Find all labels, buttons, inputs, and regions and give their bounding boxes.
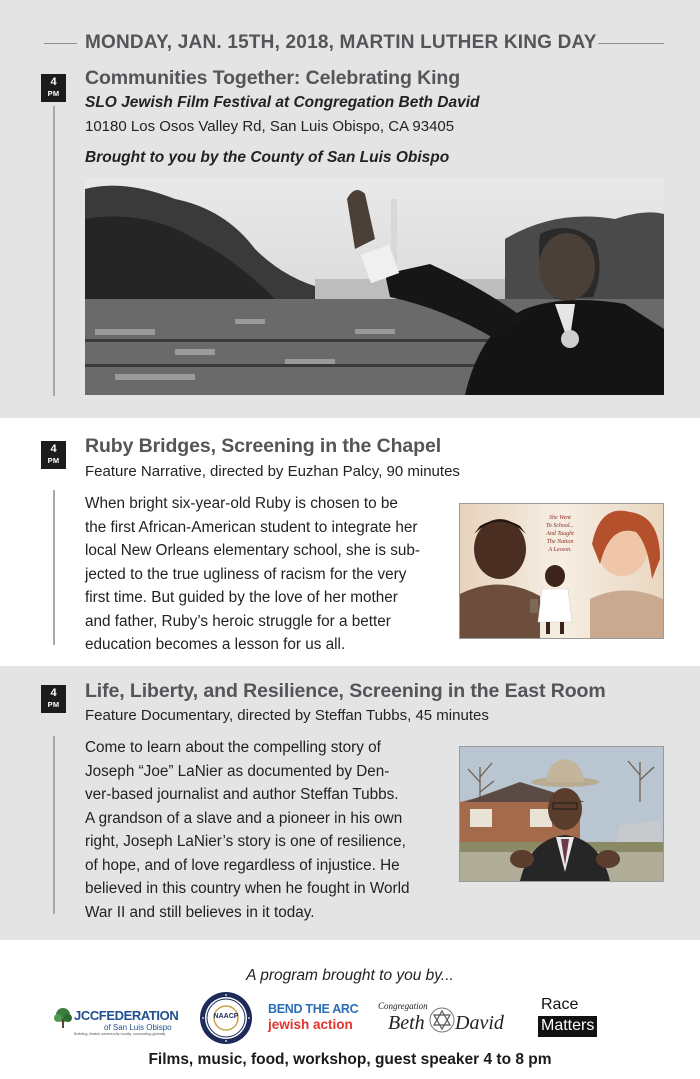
race-matters-logo (538, 996, 610, 1042)
naacp-text: NAACP (213, 1013, 239, 1020)
description-line: War II and still believes in it today. (85, 903, 315, 921)
tree-icon (52, 1007, 74, 1029)
event-summary: Films, music, food, workshop, guest speaker 4 to 8 pm (148, 1051, 552, 1068)
event-subtitle: Feature Narrative, directed by Euzhan Palcy, 90 minutes (85, 463, 460, 480)
naacp-logo (199, 991, 253, 1045)
jcc-federation-logo (52, 1005, 186, 1039)
race-label: Race (541, 996, 579, 1013)
poster-tagline-line: A Lesson. (548, 547, 572, 553)
poster-tagline-line: To School... (545, 523, 575, 529)
joseph-lanier-still (459, 746, 664, 882)
event-sponsor-credit: Brought to you by the County of San Luis Obispo (85, 149, 450, 166)
description-line: jected to the true ugliness of racism for the very (85, 565, 407, 583)
event-description (85, 492, 455, 657)
time-badge (41, 685, 66, 713)
timeline-line (53, 106, 55, 396)
mlk-march-on-washington-photo (85, 179, 664, 395)
matters-label: Matters (538, 1016, 597, 1037)
description-line: Come to learn about the compelling story of (85, 739, 381, 756)
description-line: Joseph “Joe” LaNier as documented by Den- (85, 762, 390, 780)
event-title: Ruby Bridges, Screening in the Chapel (85, 435, 442, 457)
description-line: of hope, and of love regardless of injustice. He (85, 856, 400, 874)
time-hour: 4 (50, 687, 57, 699)
jcc-federation-tagline: Building Jewish community locally, connecting globally (74, 1032, 166, 1036)
event-address: 10180 Los Osos Valley Rd, San Luis Obispo, CA 93405 (85, 118, 455, 135)
sponsor-intro: A program brought to you by... (246, 967, 454, 984)
time-ampm: PM (47, 456, 60, 465)
time-ampm: PM (47, 89, 60, 98)
time-ampm: PM (47, 700, 60, 709)
poster-tagline-line: And Taught (546, 531, 574, 537)
event-subtitle: Feature Documentary, directed by Steffan Tubbs, 45 minutes (85, 707, 489, 724)
description-line: A grandson of a slave and a pioneer in his own (85, 809, 403, 827)
event-description (85, 736, 455, 924)
timeline-line (53, 490, 55, 645)
congregation-beth-david-logo (378, 1000, 518, 1040)
header-rule-left (44, 43, 77, 44)
date-header (0, 30, 700, 60)
david-label: David (455, 1012, 504, 1034)
poster-tagline-line: She Went (549, 515, 571, 521)
page-title: MONDAY, JAN. 15TH, 2018, MARTIN LUTHER KING DAY (85, 32, 597, 53)
description-line: education becomes a lesson for us all. (85, 636, 346, 653)
bend-the-arc-sub: jewish action (268, 1017, 353, 1032)
time-badge (41, 441, 66, 469)
time-badge (41, 74, 66, 102)
time-hour: 4 (50, 76, 57, 88)
timeline-line (53, 736, 55, 914)
bend-the-arc-name: BEND THE ARC (268, 1002, 359, 1016)
header-rule-right (598, 43, 664, 44)
event-title: Life, Liberty, and Resilience, Screening in the East Room (85, 680, 606, 702)
congregation-label: Congregation (378, 1001, 428, 1011)
description-line: local New Orleans elementary school, she is sub- (85, 542, 420, 559)
lanier-photo-art (460, 747, 663, 881)
bend-the-arc-logo (266, 1002, 370, 1036)
description-line: ver-based journalist and author Steffan Tubbs. (85, 786, 399, 803)
beth-label: Beth (388, 1012, 425, 1034)
description-line: the first African-American student to integrate her (85, 518, 418, 536)
ruby-bridges-poster (459, 503, 664, 639)
event-title: Communities Together: Celebrating King (85, 67, 461, 89)
description-line: and father, Ruby’s heroic struggle for a better (85, 612, 391, 630)
poster-tagline-line: The Nation (546, 539, 574, 545)
description-line: believed in this country when he fought in World (85, 880, 410, 897)
event-venue: SLO Jewish Film Festival at Congregation Beth David (85, 94, 480, 111)
mlk-photo-art (85, 179, 664, 395)
description-line: first time. But guided by the love of her mother (85, 589, 398, 606)
jcc-federation-city: of San Luis Obispo (104, 1023, 172, 1032)
star-of-david-icon (429, 1007, 455, 1033)
poster-tagline (538, 514, 582, 554)
description-line: right, Joseph LaNier’s story is one of resilience, (85, 833, 406, 850)
time-hour: 4 (50, 443, 57, 455)
jcc-federation-name: JCCFEDERATION (74, 1008, 179, 1023)
description-line: When bright six-year-old Ruby is chosen to be (85, 495, 398, 512)
